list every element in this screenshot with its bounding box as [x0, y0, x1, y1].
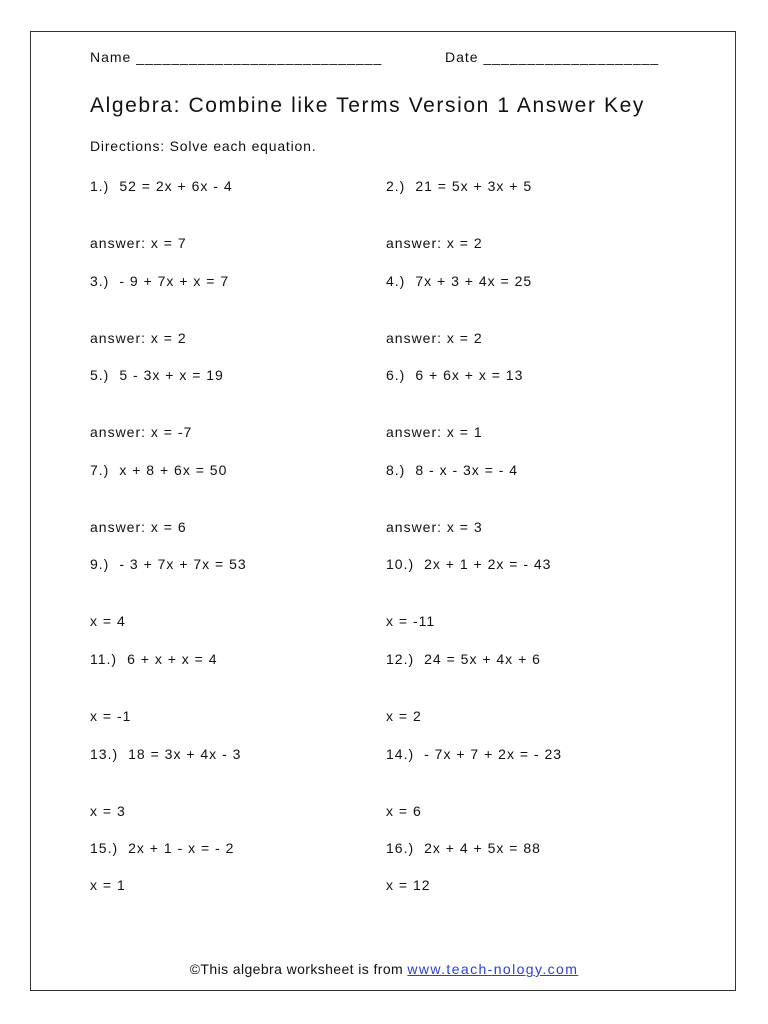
problem-equation: [386, 462, 666, 480]
problem-row: [90, 462, 690, 557]
problem-expression: 6 + x + x = 4: [127, 650, 218, 667]
worksheet-page: [30, 31, 736, 991]
problem-number: 14.): [386, 745, 415, 762]
date-field-label: Date ____________________: [445, 49, 660, 65]
problem-grid: [90, 178, 690, 935]
problem-item: [90, 840, 370, 894]
problem-item: [386, 650, 666, 724]
problem-answer: answer: x = -7: [90, 424, 193, 441]
name-field-label: Name ____________________________: [90, 49, 383, 65]
problem-equation: [90, 556, 370, 574]
problem-number: 1.): [90, 178, 110, 194]
problem-equation: [90, 367, 370, 385]
problem-expression: 8 - x - 3x = - 4: [415, 461, 519, 478]
problem-number: 12.): [386, 650, 415, 667]
problem-answer: x = 1: [90, 877, 126, 894]
problem-number: 15.): [90, 840, 119, 857]
problem-equation: [90, 178, 370, 196]
problem-equation: [386, 178, 666, 196]
problem-row: [90, 367, 690, 462]
problem-number: 10.): [386, 556, 415, 573]
problem-item: [386, 178, 666, 251]
problem-expression: x + 8 + 6x = 50: [119, 461, 228, 478]
problem-row: [90, 651, 690, 746]
problem-answer: x = 6: [386, 802, 422, 819]
problem-answer: answer: x = 1: [386, 424, 483, 441]
problem-answer: answer: x = 2: [386, 235, 483, 251]
directions-text: Directions: Solve each equation.: [90, 138, 317, 154]
footer-text: ©This algebra worksheet is from: [189, 961, 408, 977]
problem-number: 9.): [90, 556, 110, 573]
problem-item: [90, 556, 370, 630]
problem-answer: answer: x = 6: [90, 518, 187, 535]
problem-answer: answer: x = 7: [90, 235, 187, 251]
problem-answer: answer: x = 2: [386, 329, 483, 346]
problem-expression: 6 + 6x + x = 13: [415, 367, 524, 384]
problem-equation: [90, 462, 370, 480]
problem-item: [90, 272, 370, 346]
problem-expression: 5 - 3x + x = 19: [119, 367, 224, 384]
problem-answer: x = 3: [90, 802, 126, 819]
problem-equation: [90, 840, 370, 858]
problem-expression: - 3 + 7x + 7x = 53: [119, 556, 247, 573]
problem-expression: 7x + 3 + 4x = 25: [415, 272, 533, 289]
problem-number: 5.): [90, 367, 110, 384]
problem-expression: - 9 + 7x + x = 7: [119, 272, 230, 289]
problem-answer: x = -1: [90, 707, 132, 724]
problem-number: 2.): [386, 178, 406, 194]
problem-item: [90, 745, 370, 819]
problem-row: [90, 746, 690, 841]
problem-expression: 2x + 1 + 2x = - 43: [424, 556, 552, 573]
problem-item: [386, 840, 666, 894]
problem-answer: answer: x = 2: [90, 329, 187, 346]
problem-item: [386, 745, 666, 819]
problem-equation: [386, 651, 666, 669]
problem-item: [90, 650, 370, 724]
problem-answer: x = 12: [386, 877, 431, 894]
problem-equation: [90, 273, 370, 291]
problem-item: [90, 461, 370, 535]
problem-row: [90, 840, 690, 935]
problem-number: 3.): [90, 272, 110, 289]
problem-number: 4.): [386, 272, 406, 289]
problem-item: [386, 272, 666, 346]
page-title: Algebra: Combine like Terms Version 1 Answer Key: [90, 94, 645, 117]
problem-answer: x = 4: [90, 613, 126, 630]
problem-answer: answer: x = 3: [386, 518, 483, 535]
problem-row: [90, 556, 690, 651]
problem-number: 6.): [386, 367, 406, 384]
problem-row: [90, 178, 690, 273]
header-row: [90, 49, 690, 65]
problem-item: [386, 556, 666, 630]
problem-equation: [386, 556, 666, 574]
problem-equation: [386, 746, 666, 764]
problem-equation: [90, 651, 370, 669]
problem-expression: - 7x + 7 + 2x = - 23: [424, 745, 563, 762]
problem-item: [386, 367, 666, 441]
problem-expression: 18 = 3x + 4x - 3: [128, 745, 242, 762]
problem-row: [90, 273, 690, 368]
problem-equation: [386, 367, 666, 385]
problem-answer: x = -11: [386, 613, 436, 630]
problem-expression: 2x + 4 + 5x = 88: [424, 840, 541, 857]
problem-item: [90, 367, 370, 441]
footer-link[interactable]: www.teach-nology.com: [407, 961, 579, 977]
problem-item: [90, 178, 370, 251]
footer: [31, 961, 737, 977]
problem-number: 16.): [386, 840, 415, 857]
problem-item: [386, 461, 666, 535]
problem-answer: x = 2: [386, 707, 422, 724]
problem-number: 13.): [90, 745, 119, 762]
problem-number: 7.): [90, 461, 110, 478]
problem-equation: [386, 840, 666, 858]
problem-number: 8.): [386, 461, 406, 478]
problem-expression: 52 = 2x + 6x - 4: [119, 178, 233, 194]
problem-equation: [386, 273, 666, 291]
problem-equation: [90, 746, 370, 764]
problem-expression: 21 = 5x + 3x + 5: [415, 178, 533, 194]
problem-number: 11.): [90, 650, 118, 667]
problem-expression: 24 = 5x + 4x + 6: [424, 650, 541, 667]
problem-expression: 2x + 1 - x = - 2: [128, 840, 235, 857]
